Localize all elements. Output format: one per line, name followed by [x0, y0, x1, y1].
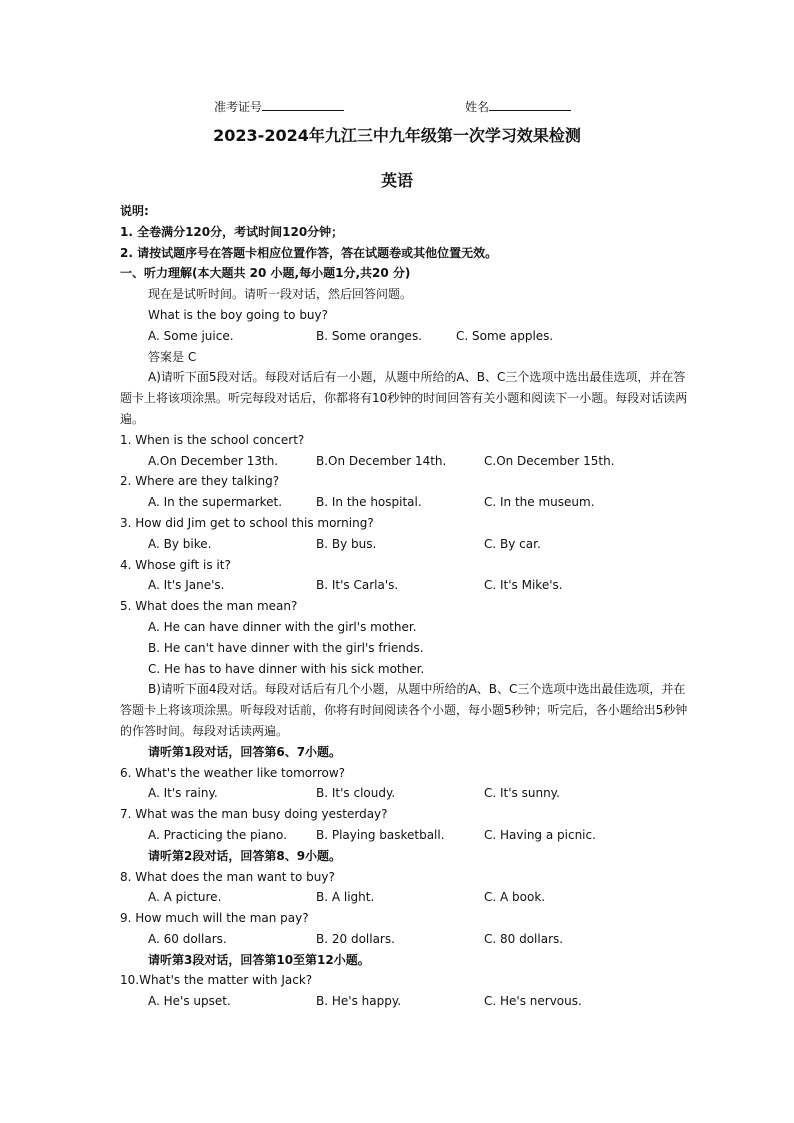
option: B. It's Carla's. [316, 578, 399, 593]
option: B. Playing basketball. [316, 827, 445, 842]
question-8-options [120, 887, 690, 908]
name-label: 姓名 [465, 100, 490, 114]
question-8: 8. What does the man want to buy? [120, 869, 335, 884]
option: A. In the supermarket. [148, 495, 283, 510]
option: B. He can't have dinner with the girl's friends. [148, 640, 424, 655]
dialog-1-prompt: 请听第1段对话，回答第6、7小题。 [148, 744, 342, 759]
question-1-options [120, 451, 690, 472]
exam-id-label: 准考证号 [214, 100, 263, 114]
example-options [120, 326, 690, 347]
option: B. By bus. [316, 536, 377, 551]
question-7: 7. What was the man busy doing yesterday? [120, 807, 388, 822]
part-a-instructions: A)请听下面5段对话。每段对话后有一小题，从题中所给的A、B、C三个选项中选出最佳选项，并在答题卡上将该项涂黑。听完每段对话后，你都将有10秒钟的时间回答有关小题和阅读下一小题。每段对话读两遍。 [120, 370, 688, 426]
option: B. A light. [316, 890, 375, 905]
option: C. He has to have dinner with his sick mother. [148, 661, 425, 676]
option: C. It's Mike's. [484, 578, 563, 593]
question-10-options [120, 991, 690, 1012]
question-10: 10.What's the matter with Jack? [120, 973, 313, 988]
option: B. Some oranges. [316, 328, 423, 343]
exam-title: 2023-2024年九江三中九年级第一次学习效果检测 [213, 126, 581, 145]
option: A. He's upset. [148, 994, 231, 1009]
option: C. Having a picnic. [484, 827, 596, 842]
instructions-heading: 说明: [120, 204, 149, 218]
dialog-2-prompt: 请听第2段对话，回答第8、9小题。 [148, 848, 342, 863]
option: B. 20 dollars. [316, 931, 395, 946]
option: A. He can have dinner with the girl's mother. [148, 619, 417, 634]
option: A. A picture. [148, 890, 222, 905]
option: C. Some apples. [456, 328, 554, 343]
option: B. He's happy. [316, 994, 402, 1009]
question-6: 6. What's the weather like tomorrow? [120, 765, 346, 780]
exam-body [120, 201, 690, 1012]
part-b-instructions: B)请听下面4段对话。每段对话后有几个小题，从题中所给的A、B、C三个选项中选出最佳选项，并在答题卡上将该项涂黑。听每段对话前，你将有时间阅读各个小题，每小题5秒钟；听完后，各小题给出5秒钟的作答时间。每段对话读两遍。 [120, 682, 688, 738]
option: B. In the hospital. [316, 495, 422, 510]
question-1: 1. When is the school concert? [120, 432, 305, 447]
question-6-options [120, 783, 690, 804]
example-intro: 现在是试听时间。请听一段对话，然后回答问题。 [148, 287, 413, 302]
option: C. He's nervous. [484, 994, 582, 1009]
question-9-options [120, 929, 690, 950]
example-question: What is the boy going to buy? [148, 307, 329, 322]
name-field [465, 97, 571, 117]
option: C.On December 15th. [484, 453, 615, 468]
question-3: 3. How did Jim get to school this morning? [120, 515, 374, 530]
question-9: 9. How much will the man pay? [120, 911, 309, 926]
section1-heading: 一、听力理解(本大题共 20 小题,每小题1分,共20 分) [120, 266, 411, 281]
question-3-options [120, 534, 690, 555]
name-blank [489, 97, 571, 111]
instruction-item: 1. 全卷满分120分，考试时间120分钟； [120, 224, 344, 239]
example-answer: 答案是 C [148, 349, 197, 364]
exam-id-blank [262, 97, 344, 111]
question-4: 4. Whose gift is it? [120, 557, 231, 572]
question-4-options [120, 575, 690, 596]
option: C. A book. [484, 890, 546, 905]
option: A. It's rainy. [148, 786, 218, 801]
question-7-options [120, 825, 690, 846]
option: A. 60 dollars. [148, 931, 227, 946]
option: A. It's Jane's. [148, 578, 225, 593]
exam-subject: 英语 [380, 171, 413, 190]
option: A.On December 13th. [148, 453, 279, 468]
question-2-options [120, 492, 690, 513]
option: A. By bike. [148, 536, 212, 551]
question-5: 5. What does the man mean? [120, 599, 298, 614]
option: C. It's sunny. [484, 786, 560, 801]
option: B. It's cloudy. [316, 786, 396, 801]
option: C. 80 dollars. [484, 931, 564, 946]
option: A. Practicing the piano. [148, 827, 287, 842]
option: C. By car. [484, 536, 541, 551]
option: C. In the museum. [484, 495, 595, 510]
question-2: 2. Where are they talking? [120, 474, 280, 489]
option: B.On December 14th. [316, 453, 447, 468]
option: A. Some juice. [148, 328, 234, 343]
exam-id-field [214, 97, 344, 117]
dialog-3-prompt: 请听第3段对话，回答第10至第12小题。 [148, 952, 370, 967]
instruction-item: 2. 请按试题序号在答题卡相应位置作答，答在试题卷或其他位置无效。 [120, 245, 498, 260]
